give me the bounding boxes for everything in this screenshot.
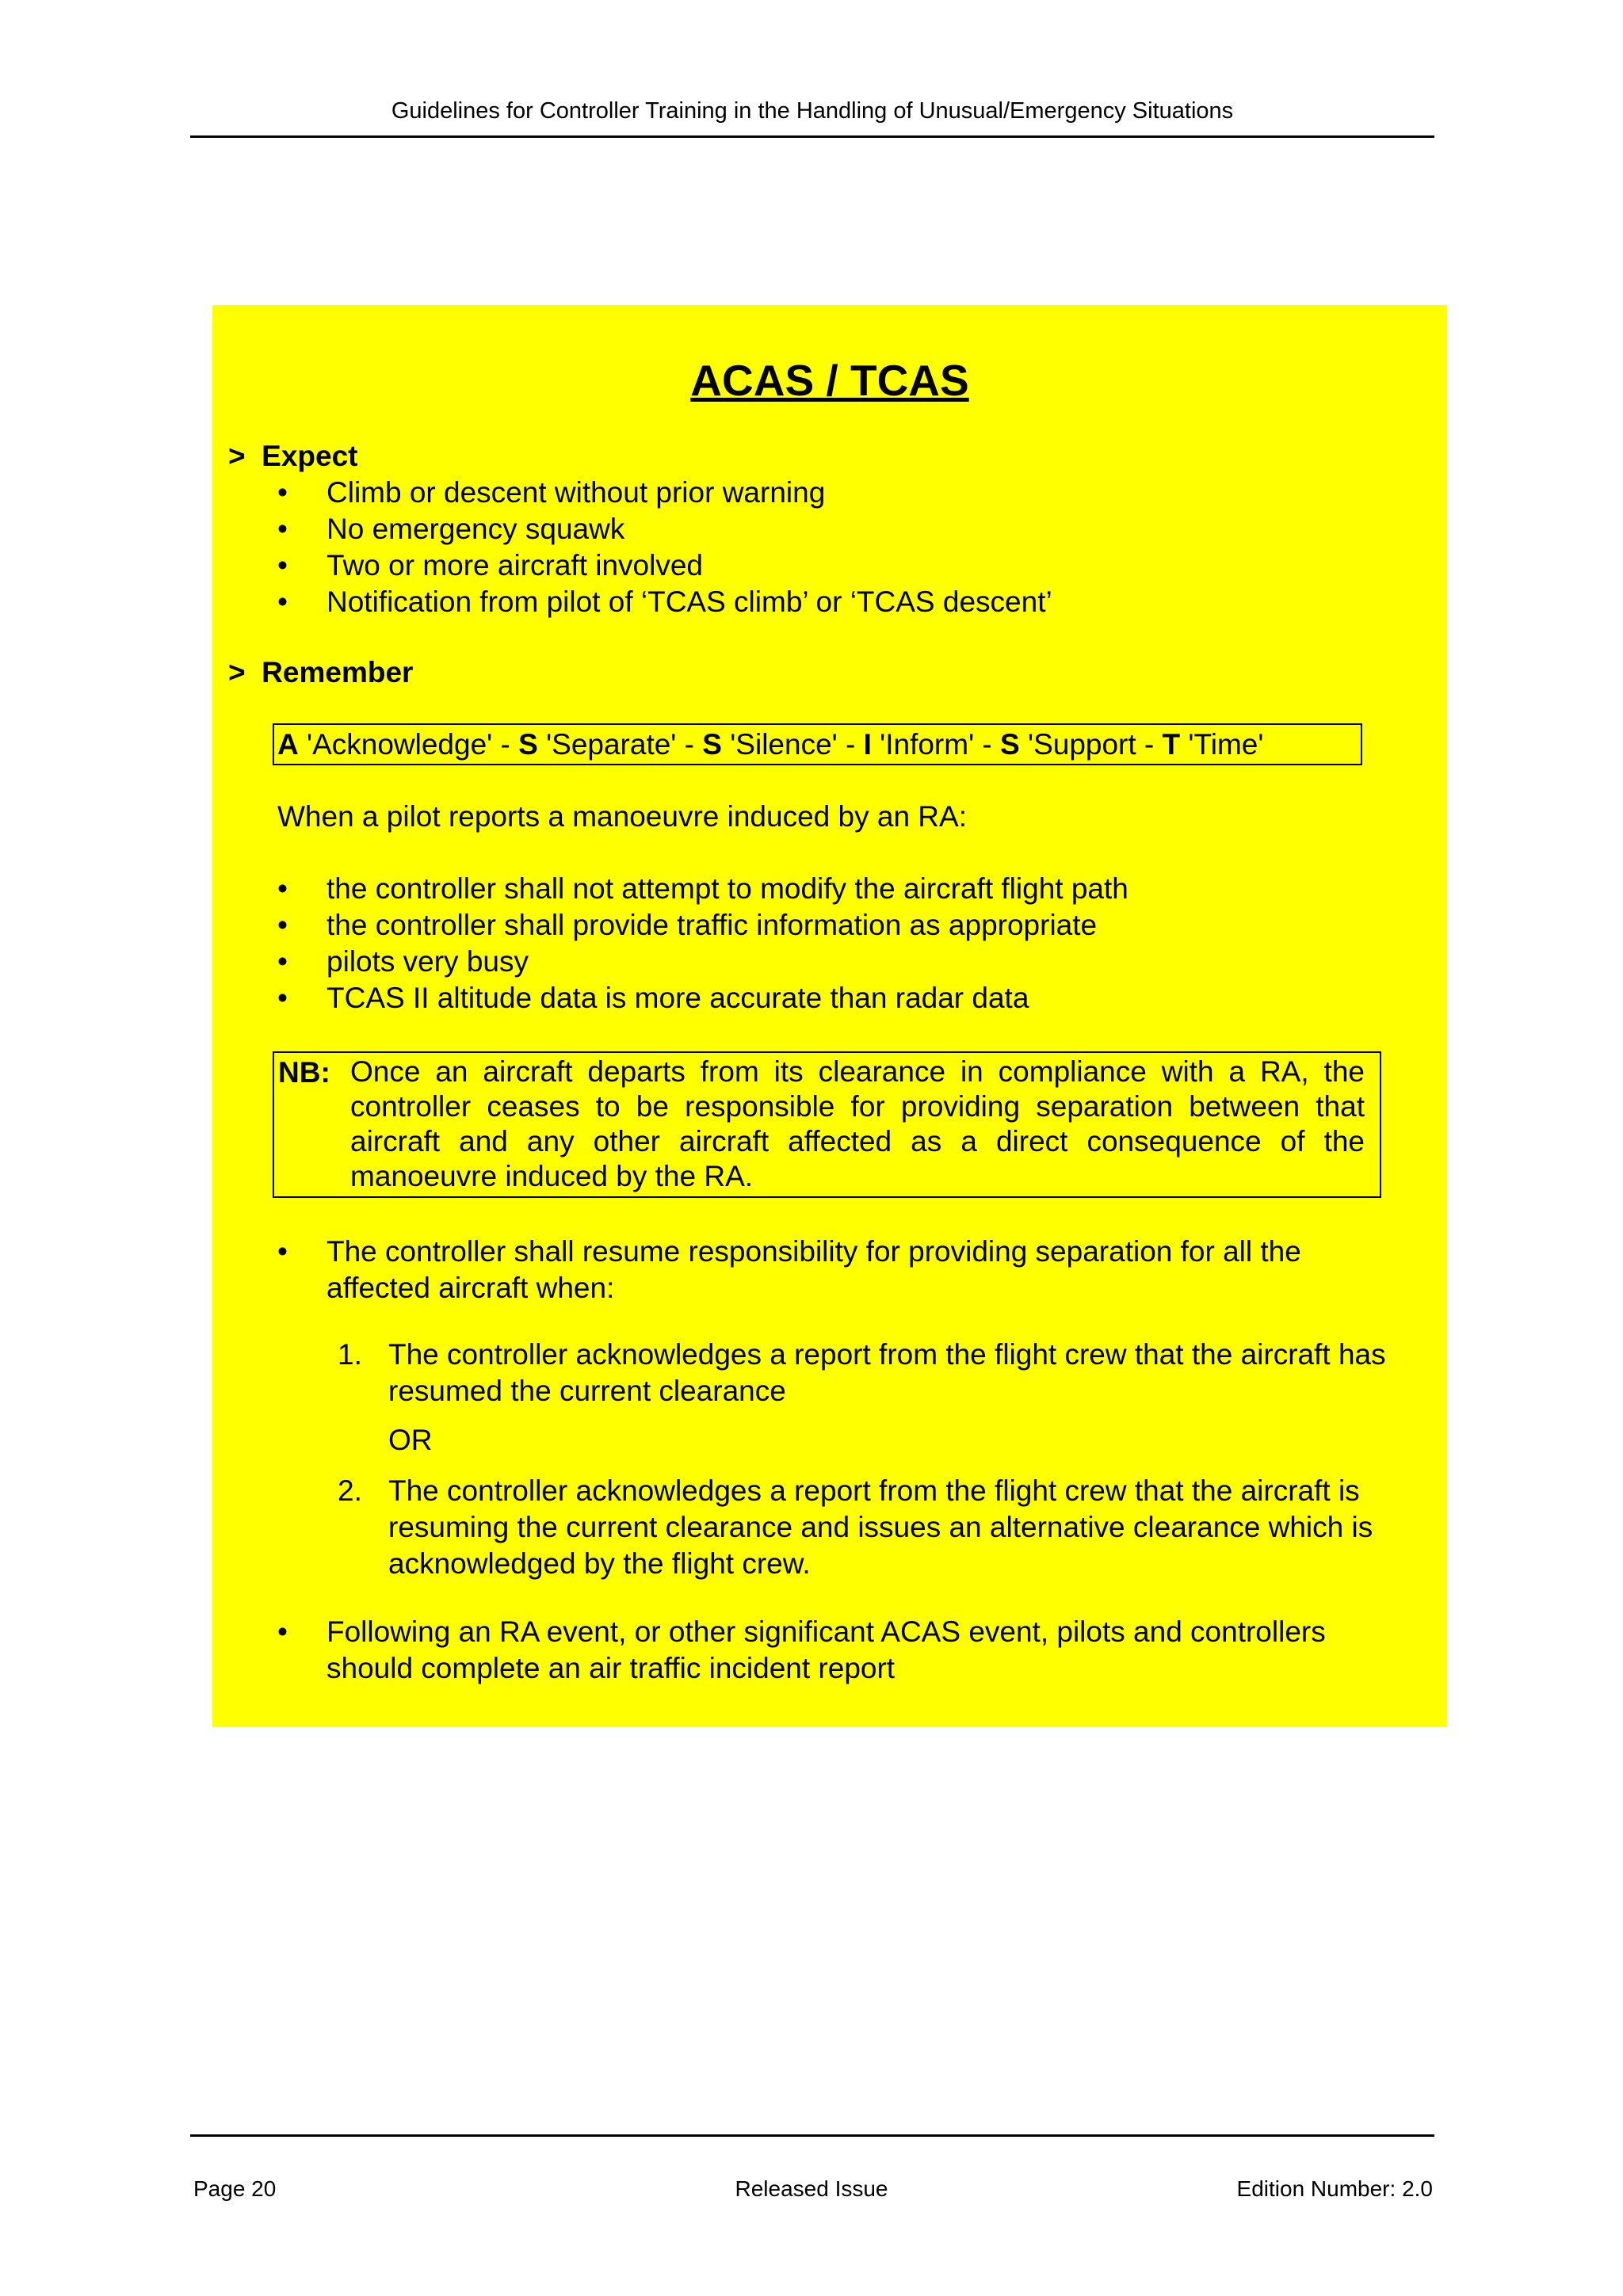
bullet-icon: •	[277, 945, 288, 978]
footer-edition: Edition Number: 2.0	[1236, 2176, 1433, 2201]
remember-label: Remember	[262, 656, 414, 688]
bullet-icon: •	[277, 513, 288, 545]
bullet-icon: •	[277, 1615, 288, 1648]
mnemonic-letter: S	[518, 728, 538, 761]
condition-number: 1.	[338, 1338, 362, 1371]
or-label: OR	[388, 1424, 433, 1456]
bullet-icon: •	[277, 872, 288, 905]
expect-label: Expect	[262, 440, 358, 472]
nb-label: NB:	[278, 1056, 330, 1089]
mnemonic-word: 'Silence' -	[721, 728, 864, 761]
footer-rule	[190, 2134, 1434, 2137]
mnemonic-letter: I	[863, 728, 872, 761]
bullet-icon: •	[277, 909, 288, 941]
remember-item: pilots very busy	[327, 945, 529, 978]
header-rule	[190, 135, 1434, 138]
bullet-icon: •	[277, 476, 288, 509]
footer-page-number: Page 20	[193, 2176, 277, 2201]
mnemonic-word: 'Separate' -	[537, 728, 703, 761]
remember-item: the controller shall not attempt to modify the aircraft flight path	[327, 872, 1128, 905]
bullet-icon: •	[277, 549, 288, 582]
mnemonic-word: 'Acknowledge' -	[298, 728, 519, 761]
bullet-icon: •	[277, 585, 288, 618]
nb-text: Once an aircraft departs from its clearance in compliance with a RA, the controller ceases to be responsible for providing separation between that aircraft and any other aircraft affected as a direct consequence of the manoeuvre induced by the RA.	[350, 1055, 1365, 1192]
remember-marker: >	[228, 656, 246, 688]
page-header-title: Guidelines for Controller Training in the Handling of Unusual/Emergency Situations	[391, 98, 1234, 124]
expect-item: Two or more aircraft involved	[327, 549, 704, 582]
expect-item: Notification from pilot of ‘TCAS climb’ or ‘TCAS descent’	[327, 585, 1052, 618]
remember-heading	[228, 654, 413, 691]
mnemonic-box	[273, 723, 1362, 765]
panel-title: ACAS / TCAS	[690, 356, 969, 405]
mnemonic-word: 'Support -	[1019, 728, 1163, 761]
mnemonic-word: 'Inform' -	[871, 728, 1001, 761]
condition-text: The controller acknowledges a report from the flight crew that the aircraft is resuming the current clearance and issues an alternative clearance which is acknowledged by the flight crew.	[388, 1474, 1373, 1580]
expect-heading	[228, 438, 358, 475]
expect-item: Climb or descent without prior warning	[327, 476, 826, 509]
expect-marker: >	[228, 440, 246, 472]
remember-item: the controller shall provide traffic information as appropriate	[327, 909, 1098, 941]
footer-status: Released Issue	[735, 2176, 888, 2201]
remember-item: TCAS II altitude data is more accurate than radar data	[327, 982, 1029, 1014]
expect-item: No emergency squawk	[327, 513, 625, 545]
final-text: Following an RA event, or other significant ACAS event, pilots and controllers should complete an air traffic incident report	[327, 1615, 1326, 1684]
condition-number: 2.	[338, 1474, 362, 1507]
condition-text: The controller acknowledges a report from the flight crew that the aircraft has resumed the current clearance	[388, 1338, 1386, 1407]
mnemonic-word: 'Time'	[1180, 728, 1264, 761]
acas-tcas-panel	[212, 305, 1447, 1727]
mnemonic-letter: A	[277, 728, 299, 761]
mnemonic-letter: S	[1000, 728, 1020, 761]
bullet-icon: •	[277, 982, 288, 1014]
bullet-icon: •	[277, 1235, 288, 1268]
nb-box	[273, 1051, 1381, 1198]
ra-intro: When a pilot reports a manoeuvre induced by an RA:	[277, 800, 967, 833]
resume-text: The controller shall resume responsibility for providing separation for all the affected aircraft when:	[327, 1235, 1301, 1304]
mnemonic-text	[277, 727, 1263, 763]
mnemonic-letter: S	[702, 728, 722, 761]
mnemonic-letter: T	[1162, 728, 1181, 761]
